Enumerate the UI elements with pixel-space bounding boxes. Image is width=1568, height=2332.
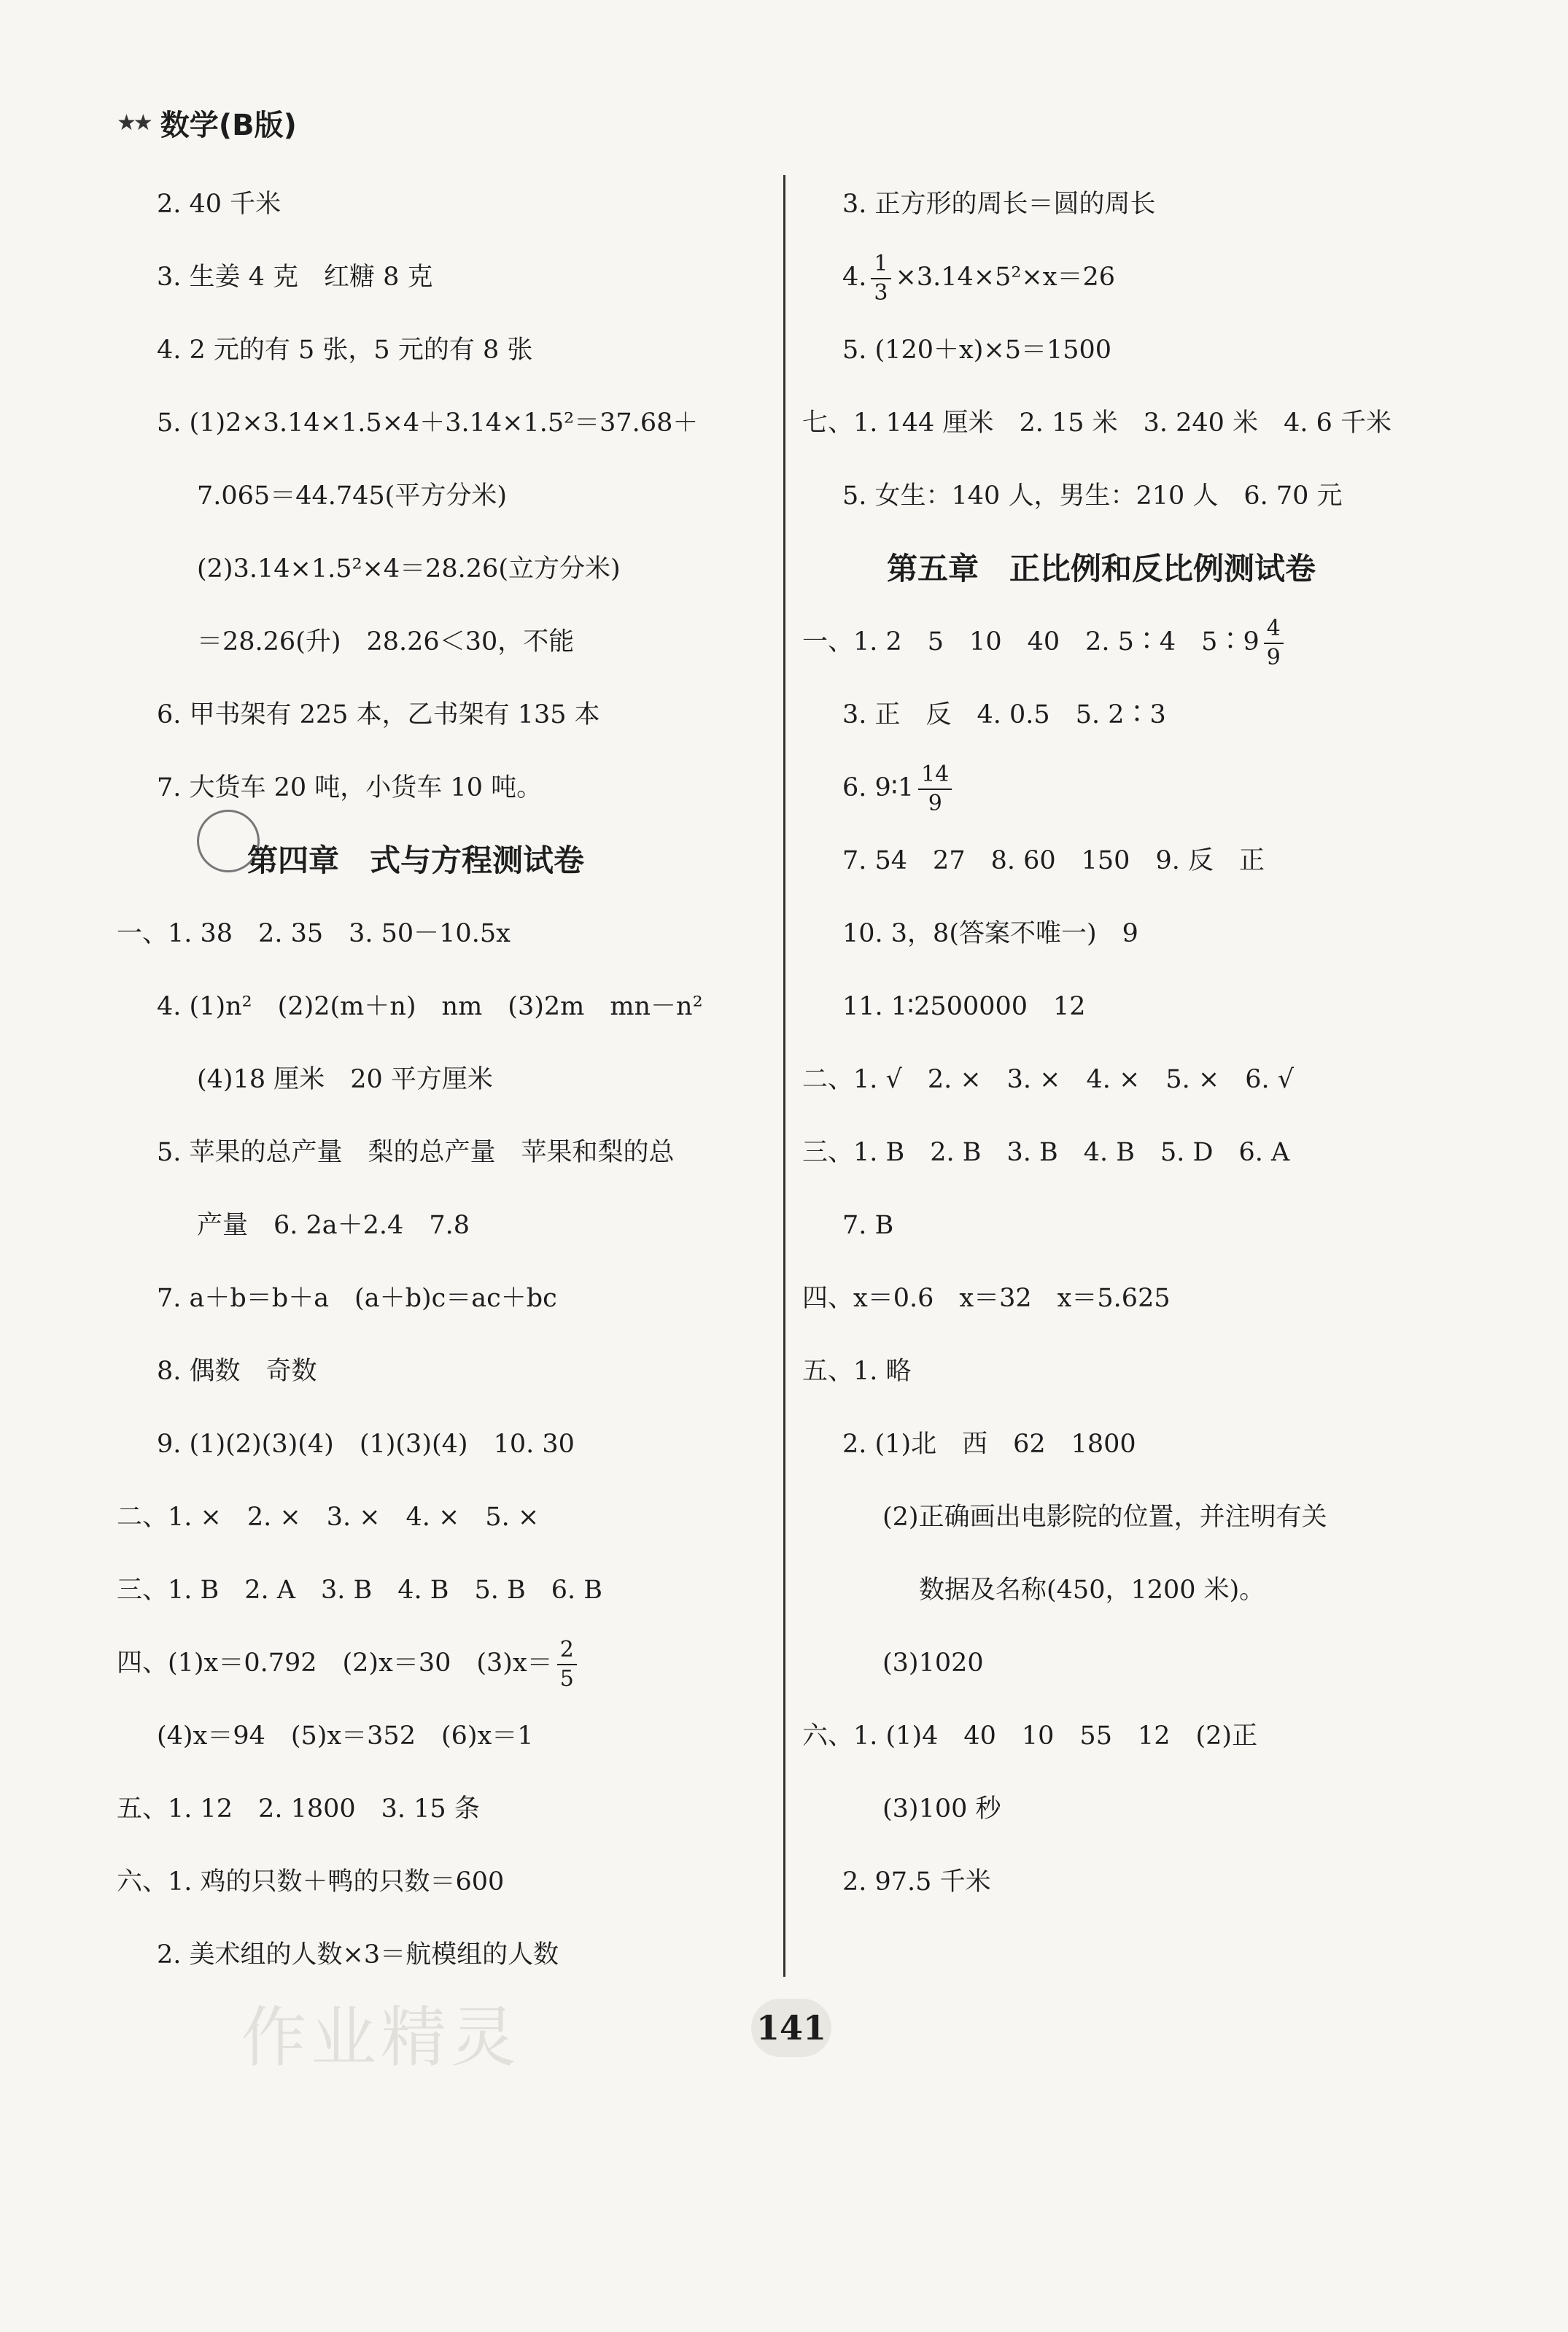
answer-line: 二、1. × 2. × 3. × 4. × 5. × <box>117 1503 540 1532</box>
answer-line: 7.065＝44.745(平方分米) <box>197 481 507 511</box>
answer-line: 6. 甲书架有 225 本，乙书架有 135 本 <box>157 700 600 729</box>
column-divider <box>783 175 785 1977</box>
answer-line <box>117 1627 773 1700</box>
answer-line: 2. 40 千米 <box>157 190 282 219</box>
answer-line: ＝28.26(升) 28.26＜30，不能 <box>197 627 575 656</box>
answer-line: 产量 6. 2a＋2.4 7.8 <box>197 1211 470 1240</box>
answer-line: 五、1. 略 <box>802 1357 912 1386</box>
answer-line <box>802 751 1459 824</box>
answer-line: 六、1. (1)4 40 10 55 12 (2)正 <box>802 1721 1258 1751</box>
numerator: 1 <box>871 250 890 279</box>
denominator: 9 <box>928 790 942 816</box>
answer-line: (3)100 秒 <box>882 1794 1001 1824</box>
answer-line: (2)3.14×1.5²×4＝28.26(立方分米) <box>197 554 621 584</box>
answer-line: (4)x＝94 (5)x＝352 (6)x＝1 <box>157 1721 534 1751</box>
answer-line: 9. (1)(2)(3)(4) (1)(3)(4) 10. 30 <box>157 1430 575 1459</box>
answer-line <box>802 605 1459 678</box>
answer-text: 四、(1)x＝0.792 (2)x＝30 (3)x＝ <box>117 1649 553 1678</box>
numerator: 14 <box>918 761 952 790</box>
answer-line: 2. (1)北 西 62 1800 <box>842 1430 1136 1459</box>
answer-text: 6. 9∶1 <box>842 773 915 802</box>
answer-line: 7. a＋b＝b＋a (a＋b)c＝ac＋bc <box>157 1284 557 1313</box>
answer-line <box>802 241 1459 314</box>
denominator: 9 <box>1266 644 1281 670</box>
answer-line: 3. 正方形的周长＝圆的周长 <box>842 190 1156 219</box>
answer-text: ×3.14×5²×x＝26 <box>895 263 1115 292</box>
answer-line: 8. 偶数 奇数 <box>157 1357 317 1386</box>
book-title: 数学(B版) <box>160 109 297 142</box>
answer-line: 11. 1∶2500000 12 <box>842 992 1086 1021</box>
watermark: 作业精灵 <box>241 1999 521 2076</box>
chapter-5-heading: 第五章 正比例和反比例测试卷 <box>886 551 1316 586</box>
answer-number: 4. <box>842 263 867 292</box>
fraction <box>1264 615 1284 672</box>
answer-line: (3)1020 <box>882 1649 984 1678</box>
answer-line: 2. 97.5 千米 <box>842 1867 991 1897</box>
answer-line: 四、x＝0.6 x＝32 x＝5.625 <box>802 1284 1171 1313</box>
answer-text: 一、1. 2 5 10 40 2. 5∶4 5∶9 <box>802 627 1260 656</box>
answer-line: 5. 女生：140 人，男生：210 人 6. 70 元 <box>842 481 1343 511</box>
answer-line: 5. (1)2×3.14×1.5×4＋3.14×1.5²＝37.68＋ <box>157 408 699 438</box>
answer-line: 三、1. B 2. B 3. B 4. B 5. D 6. A <box>802 1138 1290 1167</box>
answer-line: 10. 3，8(答案不唯一) 9 <box>842 919 1138 948</box>
star-icon: ★★ <box>117 110 150 136</box>
page-number: 141 <box>751 1999 831 2057</box>
numerator: 2 <box>557 1636 577 1665</box>
answer-line: 2. 美术组的人数×3＝航模组的人数 <box>157 1940 559 1969</box>
answer-line: 3. 正 反 4. 0.5 5. 2∶3 <box>842 700 1166 729</box>
answer-line: 7. B <box>842 1211 894 1240</box>
right-column <box>802 168 1459 1918</box>
answer-line: 一、1. 38 2. 35 3. 50－10.5x <box>117 919 511 948</box>
answer-line: 三、1. B 2. A 3. B 4. B 5. B 6. B <box>117 1576 602 1605</box>
answer-line: 5. 苹果的总产量 梨的总产量 苹果和梨的总 <box>157 1138 675 1167</box>
answer-line: 3. 生姜 4 克 红糖 8 克 <box>157 263 433 292</box>
fraction <box>557 1636 577 1693</box>
answer-line: (2)正确画出电影院的位置，并注明有关 <box>882 1503 1327 1532</box>
answer-line: 六、1. 鸡的只数＋鸭的只数＝600 <box>117 1867 505 1897</box>
denominator: 3 <box>874 279 888 306</box>
answer-line: 五、1. 12 2. 1800 3. 15 条 <box>117 1794 480 1824</box>
numerator: 4 <box>1264 615 1284 644</box>
answer-line: 二、1. √ 2. × 3. × 4. × 5. × 6. √ <box>802 1065 1295 1094</box>
answer-line: 4. 2 元的有 5 张，5 元的有 8 张 <box>157 336 533 365</box>
fraction <box>871 250 890 307</box>
page-header <box>117 102 297 144</box>
denominator: 5 <box>559 1665 574 1692</box>
left-column <box>117 168 773 1991</box>
fraction <box>918 761 952 818</box>
answer-line: 5. (120＋x)×5＝1500 <box>842 336 1112 365</box>
answer-line: 7. 大货车 20 吨，小货车 10 吨。 <box>157 773 543 802</box>
answer-line: (4)18 厘米 20 平方厘米 <box>197 1065 493 1094</box>
answer-line: 七、1. 144 厘米 2. 15 米 3. 240 米 4. 6 千米 <box>802 408 1392 438</box>
answer-line: 7. 54 27 8. 60 150 9. 反 正 <box>842 846 1265 875</box>
answer-line: 4. (1)n² (2)2(m＋n) nm (3)2m mn－n² <box>157 992 703 1021</box>
answer-line: 数据及名称(450，1200 米)。 <box>919 1576 1265 1605</box>
chapter-4-heading: 第四章 式与方程测试卷 <box>247 842 584 878</box>
